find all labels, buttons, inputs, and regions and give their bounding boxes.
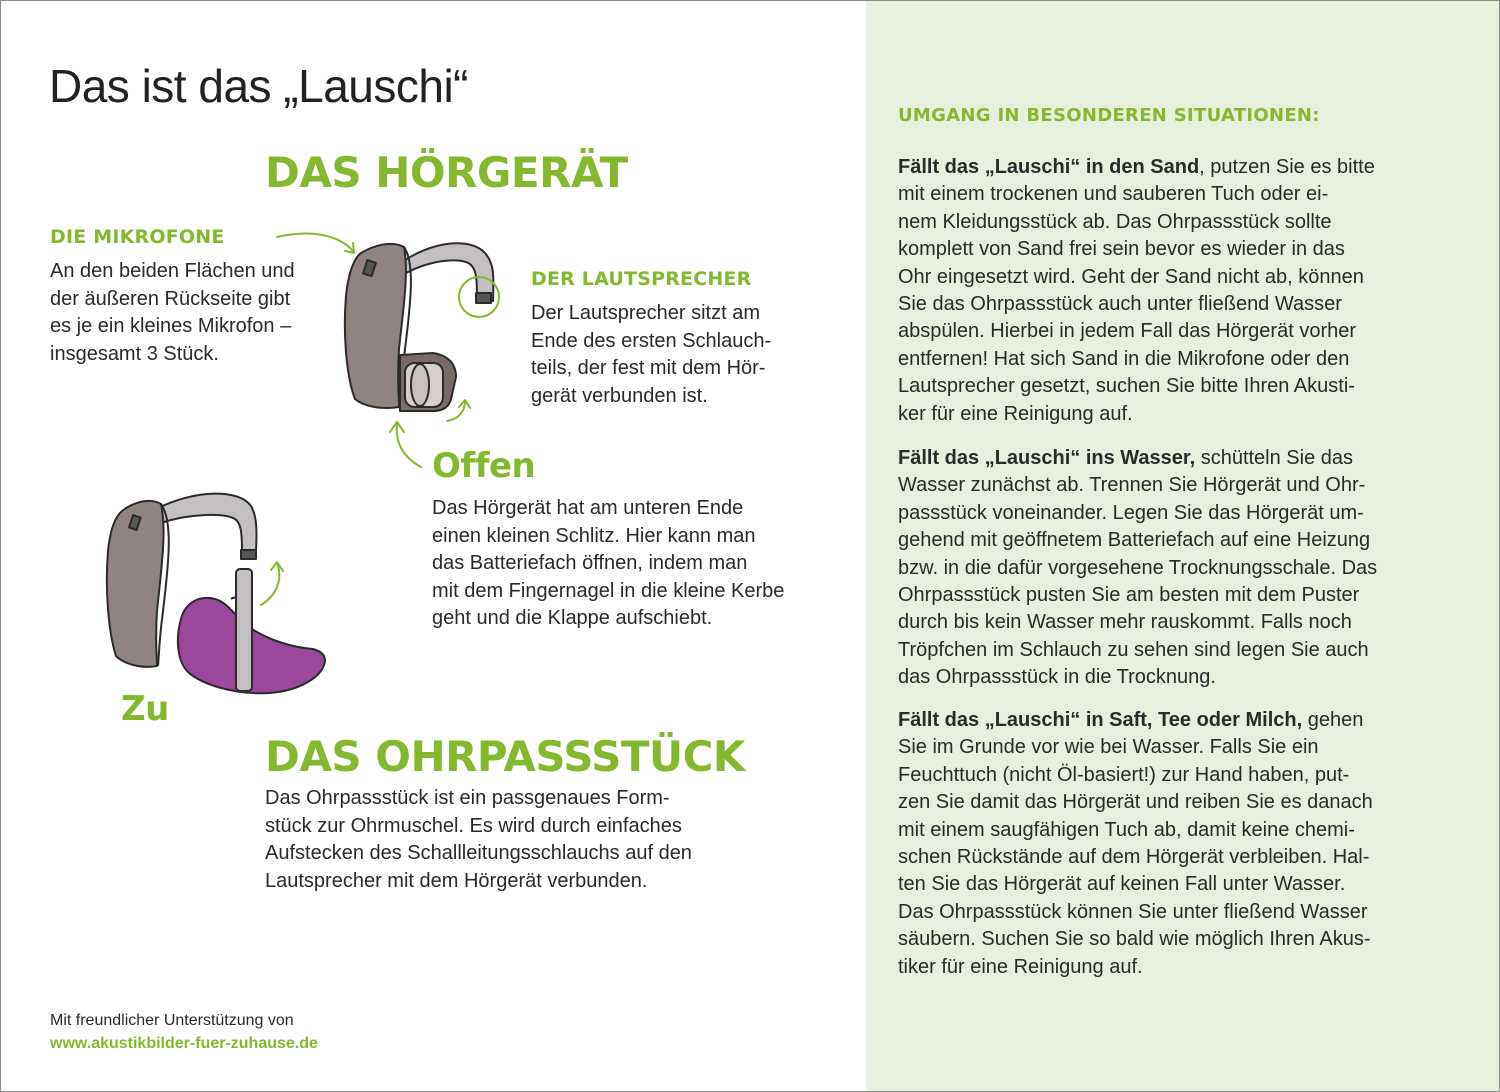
lautsprecher-heading: DER LAUTSPRECHER bbox=[531, 268, 752, 290]
sidebar-heading: UMGANG IN BESONDEREN SITUATIONEN: bbox=[898, 105, 1320, 126]
arrow-offen-icon bbox=[397, 423, 421, 467]
arrow-mikrofone-icon bbox=[277, 233, 353, 251]
sand-lead: Fällt das „Lauschi“ in den Sand bbox=[898, 156, 1200, 178]
ohrpassstueck-text: Das Ohrpassstück ist ein passgenaues Form- stück zur Ohrmuschel. Es wird durch einfaches Aufstecken des Schallleitungsschlauchs auf den Lautsprecher mit dem Hörgerät verbunden. bbox=[265, 787, 692, 892]
hearing-aid-closed-image bbox=[107, 494, 325, 694]
ohrpassstueck-heading: DAS OHRPASSSTÜCK bbox=[265, 732, 745, 781]
mikrofone-heading: DIE MIKROFONE bbox=[50, 226, 225, 248]
wasser-lead: Fällt das „Lauschi“ ins Wasser, bbox=[898, 447, 1196, 469]
offen-label: Offen bbox=[432, 446, 536, 486]
hearing-aid-open-image bbox=[345, 243, 499, 411]
sand-paragraph: Fällt das „Lauschi“ in den Sand, putzen Sie es bitte mit einem trockenen und sauberen Tuch oder ei- nem Kleidungsstück ab. Das Ohrpassstück sollte komplett von Sand frei sein bevor es wieder in das Ohr eingesetzt wird. Geht der Sand nicht ab, können Sie das Ohrpassstück auch unter fließend Wasser abspülen. Hierbei in jedem Fall das Hörgerät vorher entfernen! Hat sich Sand in die Mikrofone oder den Lautsprecher gesetzt, suchen Sie bitte Ihren Akusti- ker für eine Reinigung auf. bbox=[898, 156, 1375, 425]
zu-label: Zu bbox=[121, 689, 169, 729]
saft-lead: Fällt das „Lauschi“ in Saft, Tee oder Milch, bbox=[898, 709, 1303, 731]
wasser-paragraph: Fällt das „Lauschi“ ins Wasser, schütteln Sie das Wasser zunächst ab. Trennen Sie Hörgerät und Ohr- passstück voneinander. Legen Sie das Hörgerät um- gehend mit geöffnetem Batteriefach auf eine Heizung bzw. in die dafür vorgesehene Trocknungsschale. Das Ohrpassstück pusten Sie am besten mit dem Puster durch bis kein Wasser mehr rauskommt. Falls noch Tröpfchen im Schlauch zu sehen sind legen Sie auch das Ohrpassstück in die Trocknung. bbox=[898, 447, 1378, 689]
offen-text: Das Hörgerät hat am unteren Ende einen kleinen Schlitz. Hier kann man das Batteriefach öffnen, indem man mit dem Fingernagel in die kleine Kerbe geht und die Klappe aufschiebt. bbox=[432, 497, 785, 629]
arrow-zu-icon bbox=[261, 563, 279, 605]
lautsprecher-text: Der Lautsprecher sitzt am Ende des ersten Schlauch- teils, der fest mit dem Hör- gerät verbunden ist. bbox=[531, 302, 772, 407]
saft-paragraph: Fällt das „Lauschi“ in Saft, Tee oder Milch, gehen Sie im Grunde vor wie bei Wasser. Falls Sie ein Feuchttuch (nicht Öl-basiert!) zur Hand haben, put- zen Sie damit das Hörgerät und reiben Sie es danach mit einem saugfähigen Tuch ab, damit keine chemi- schen Rückstände auf dem Hörgerät verbleiben. Hal- ten Sie das Hörgerät auf keinen Fall unter Wasser. Das Ohrpassstück können Sie unter fließend Wasser säubern. Suchen Sie so bald wie möglich Ihren Akus- tiker für eine Reinigung auf. bbox=[898, 709, 1373, 978]
footer-url-link[interactable]: www.akustikbilder-fuer-zuhause.de bbox=[50, 1035, 318, 1052]
hoergeraet-heading: DAS HÖRGERÄT bbox=[265, 148, 628, 197]
footer-credit: Mit freundlicher Unterstützung von bbox=[50, 1012, 294, 1029]
page-title: Das ist das „Lauschi“ bbox=[49, 60, 468, 112]
mikrofone-text: An den beiden Flächen und der äußeren Rückseite gibt es je ein kleines Mikrofon – insgesamt 3 Stück. bbox=[50, 260, 295, 365]
